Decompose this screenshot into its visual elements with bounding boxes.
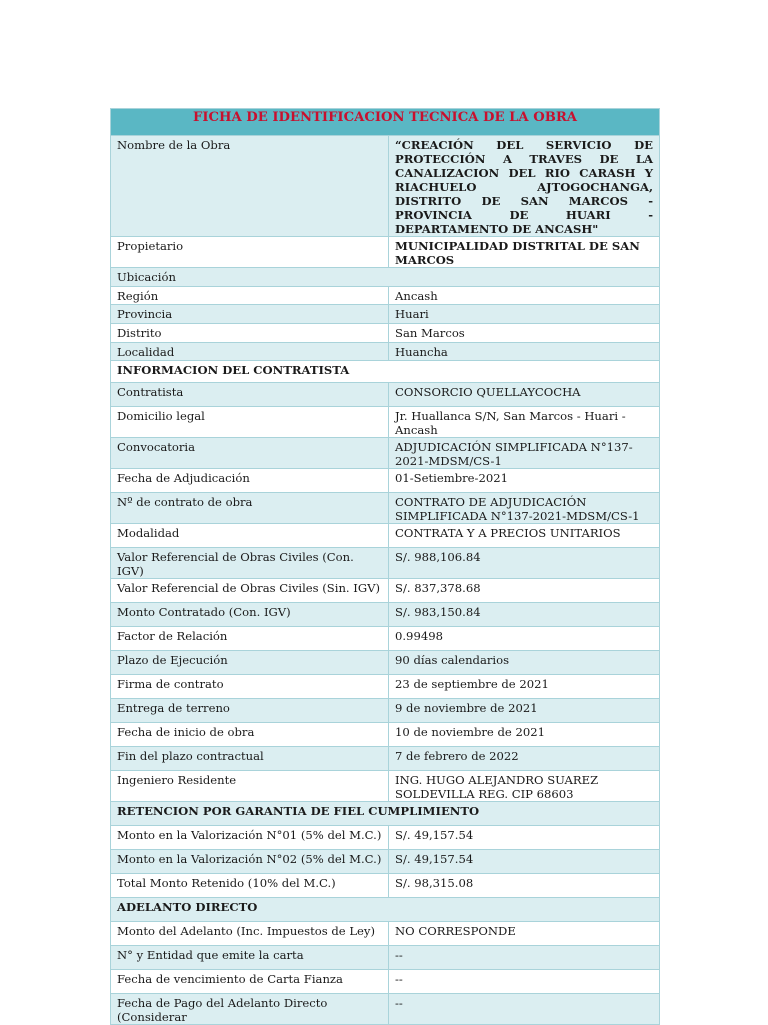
section-header-row bbox=[111, 898, 660, 922]
table-row bbox=[111, 524, 660, 548]
row-value: San Marcos bbox=[389, 324, 660, 343]
row-value: CONSORCIO QUELLAYCOCHA bbox=[389, 383, 660, 407]
row-value: S/. 49,157.54 bbox=[389, 826, 660, 850]
table-title-row bbox=[111, 109, 660, 136]
table-row bbox=[111, 747, 660, 771]
row-label: Fecha de vencimiento de Carta Fianza bbox=[111, 970, 389, 994]
row-label: Valor Referencial de Obras Civiles (Sin. IGV) bbox=[111, 579, 389, 603]
section-header: INFORMACION DEL CONTRATISTA bbox=[111, 361, 660, 383]
table-row bbox=[111, 287, 660, 305]
row-label: Monto Contratado (Con. IGV) bbox=[111, 603, 389, 627]
row-label: Nº de contrato de obra bbox=[111, 493, 389, 524]
table-row bbox=[111, 699, 660, 723]
table-row bbox=[111, 438, 660, 469]
table-row bbox=[111, 343, 660, 361]
table-row bbox=[111, 548, 660, 579]
row-value: 90 días calendarios bbox=[389, 651, 660, 675]
table-row bbox=[111, 603, 660, 627]
row-label: Convocatoria bbox=[111, 438, 389, 469]
row-label: Entrega de terreno bbox=[111, 699, 389, 723]
row-label: Monto en la Valorización N°01 (5% del M.C.) bbox=[111, 826, 389, 850]
row-value: ING. HUGO ALEJANDRO SUAREZ SOLDEVILLA REG. CIP 68603 bbox=[389, 771, 660, 802]
row-value: S/. 983,150.84 bbox=[389, 603, 660, 627]
row-label: Nombre de la Obra bbox=[111, 136, 389, 237]
row-label: Monto en la Valorización N°02 (5% del M.C.) bbox=[111, 850, 389, 874]
row-label: Propietario bbox=[111, 237, 389, 268]
table-row bbox=[111, 994, 660, 1025]
row-value: MUNICIPALIDAD DISTRITAL DE SAN MARCOS bbox=[389, 237, 660, 268]
row-label: Factor de Relación bbox=[111, 627, 389, 651]
table-row bbox=[111, 305, 660, 324]
row-label: Fecha de Adjudicación bbox=[111, 469, 389, 493]
technical-sheet-table bbox=[110, 108, 660, 1025]
row-value: CONTRATA Y A PRECIOS UNITARIOS bbox=[389, 524, 660, 548]
row-label: Modalidad bbox=[111, 524, 389, 548]
row-value: Ancash bbox=[389, 287, 660, 305]
row-label: Fin del plazo contractual bbox=[111, 747, 389, 771]
row-value: Huancha bbox=[389, 343, 660, 361]
table-row bbox=[111, 874, 660, 898]
table-row bbox=[111, 469, 660, 493]
table-row bbox=[111, 407, 660, 438]
row-value: 01-Setiembre-2021 bbox=[389, 469, 660, 493]
row-value: NO CORRESPONDE bbox=[389, 922, 660, 946]
row-label: Domicilio legal bbox=[111, 407, 389, 438]
row-value: “CREACIÓN DEL SERVICIO DE PROTECCIÓN A TRAVES DE LA CANALIZACION DEL RIO CARASH Y RIACHUELO AJTOGOCHANGA, DISTRITO DE SAN MARCOS - PROVINCIA DE HUARI - DEPARTAMENTO DE ANCASH" bbox=[389, 136, 660, 237]
row-label: Ingeniero Residente bbox=[111, 771, 389, 802]
table-row bbox=[111, 922, 660, 946]
table-row bbox=[111, 850, 660, 874]
table-row bbox=[111, 675, 660, 699]
row-label: Fecha de Pago del Adelanto Directo (Considerar bbox=[111, 994, 389, 1025]
row-label: Fecha de inicio de obra bbox=[111, 723, 389, 747]
row-value: S/. 49,157.54 bbox=[389, 850, 660, 874]
row-value: -- bbox=[389, 970, 660, 994]
row-label: Total Monto Retenido (10% del M.C.) bbox=[111, 874, 389, 898]
table-row bbox=[111, 627, 660, 651]
row-value: CONTRATO DE ADJUDICACIÓN SIMPLIFICADA N°137-2021-MDSM/CS-1 bbox=[389, 493, 660, 524]
table-row bbox=[111, 237, 660, 268]
row-value: -- bbox=[389, 994, 660, 1025]
row-value: S/. 837,378.68 bbox=[389, 579, 660, 603]
section-header-row bbox=[111, 361, 660, 383]
section-header-row bbox=[111, 802, 660, 826]
row-label: Valor Referencial de Obras Civiles (Con. IGV) bbox=[111, 548, 389, 579]
table-row bbox=[111, 771, 660, 802]
row-label: Región bbox=[111, 287, 389, 305]
row-value: Huari bbox=[389, 305, 660, 324]
row-value: 10 de noviembre de 2021 bbox=[389, 723, 660, 747]
row-value: S/. 988,106.84 bbox=[389, 548, 660, 579]
row-value: 23 de septiembre de 2021 bbox=[389, 675, 660, 699]
row-label: Contratista bbox=[111, 383, 389, 407]
row-label: Plazo de Ejecución bbox=[111, 651, 389, 675]
section-header: RETENCION POR GARANTIA DE FIEL CUMPLIMIENTO bbox=[111, 802, 660, 826]
row-value: Jr. Huallanca S/N, San Marcos - Huari - Ancash bbox=[389, 407, 660, 438]
table-row bbox=[111, 579, 660, 603]
table-row bbox=[111, 723, 660, 747]
row-value: 7 de febrero de 2022 bbox=[389, 747, 660, 771]
row-label: Distrito bbox=[111, 324, 389, 343]
row-value: -- bbox=[389, 946, 660, 970]
table-row bbox=[111, 970, 660, 994]
table-row bbox=[111, 493, 660, 524]
table-row bbox=[111, 324, 660, 343]
row-label: N° y Entidad que emite la carta bbox=[111, 946, 389, 970]
table-row bbox=[111, 651, 660, 675]
section-header: ADELANTO DIRECTO bbox=[111, 898, 660, 922]
table-row bbox=[111, 136, 660, 237]
table-title: FICHA DE IDENTIFICACION TECNICA DE LA OBRA bbox=[111, 109, 660, 136]
table-row bbox=[111, 946, 660, 970]
row-value: 0.99498 bbox=[389, 627, 660, 651]
row-label: Monto del Adelanto (Inc. Impuestos de Ley) bbox=[111, 922, 389, 946]
row-label: Firma de contrato bbox=[111, 675, 389, 699]
row-value: S/. 98,315.08 bbox=[389, 874, 660, 898]
table-row bbox=[111, 383, 660, 407]
table-row bbox=[111, 826, 660, 850]
row-label: Localidad bbox=[111, 343, 389, 361]
table-row bbox=[111, 268, 660, 287]
row-value: ADJUDICACIÓN SIMPLIFICADA N°137-2021-MDSM/CS-1 bbox=[389, 438, 660, 469]
row-value: 9 de noviembre de 2021 bbox=[389, 699, 660, 723]
row-label: Provincia bbox=[111, 305, 389, 324]
row-label: Ubicación bbox=[111, 268, 660, 287]
